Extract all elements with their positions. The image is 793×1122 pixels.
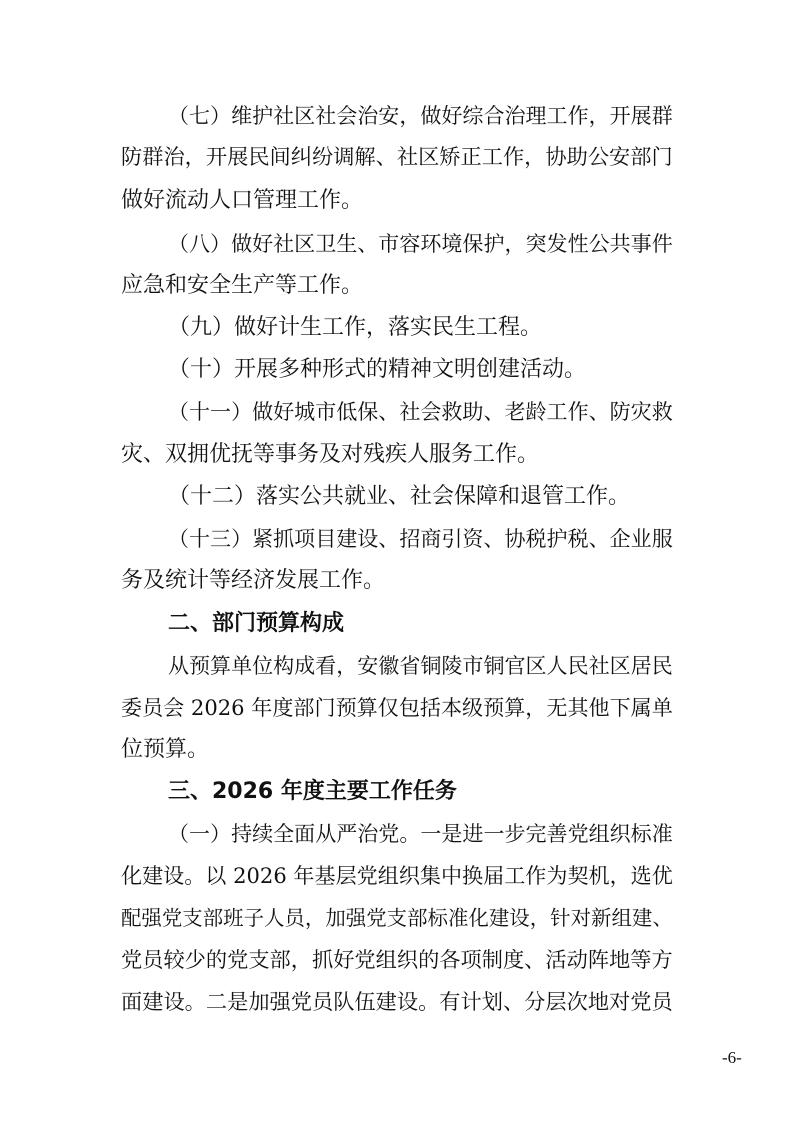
text-line: （八）做好社区卫生、市容环境保护，突发性公共事件 xyxy=(168,231,673,256)
text-line: 从预算单位构成看，安徽省铜陵市铜官区人民社区居民 xyxy=(168,653,673,678)
text-line: 委员会 2026 年度部门预算仅包括本级预算，无其他下属单 xyxy=(121,695,673,720)
section-heading: 二、部门预算构成 xyxy=(168,611,345,636)
text-line: （一）持续全面从严治党。一是进一步完善党组织标准 xyxy=(168,821,673,846)
page-number: -6- xyxy=(722,1048,742,1067)
text-line: 灾、双拥优抚等事务及对残疾人服务工作。 xyxy=(121,442,540,467)
text-line: 党员较少的党支部，抓好党组织的各项制度、活动阵地等方 xyxy=(121,948,673,973)
text-line: 做好流动人口管理工作。 xyxy=(121,188,364,213)
text-line: 防群治，开展民间纠纷调解、社区矫正工作，协助公安部门 xyxy=(121,145,673,170)
text-line: （十一）做好城市低保、社会救助、老龄工作、防灾救 xyxy=(168,399,673,424)
text-line: （十）开展多种形式的精神文明创建活动。 xyxy=(168,357,587,382)
text-line: 务及统计等经济发展工作。 xyxy=(121,568,386,593)
text-line: 化建设。以 2026 年基层党组织集中换届工作为契机，选优 xyxy=(121,863,673,888)
text-line: 面建设。二是加强党员队伍建设。有计划、分层次地对党员 xyxy=(121,990,673,1015)
text-line: （十二）落实公共就业、社会保障和退管工作。 xyxy=(168,484,631,509)
text-line: （七）维护社区社会治安，做好综合治理工作，开展群 xyxy=(168,103,673,128)
text-line: 位预算。 xyxy=(121,737,210,762)
text-line: （九）做好计生工作，落实民生工程。 xyxy=(168,315,543,340)
section-heading: 三、2026 年度主要工作任务 xyxy=(168,779,457,804)
text-line: 配强党支部班子人员，加强党支部标准化建设，针对新组建、 xyxy=(121,906,673,930)
text-line: （十三）紧抓项目建设、招商引资、协税护税、企业服 xyxy=(168,526,673,551)
text-line: 应急和安全生产等工作。 xyxy=(121,273,364,298)
